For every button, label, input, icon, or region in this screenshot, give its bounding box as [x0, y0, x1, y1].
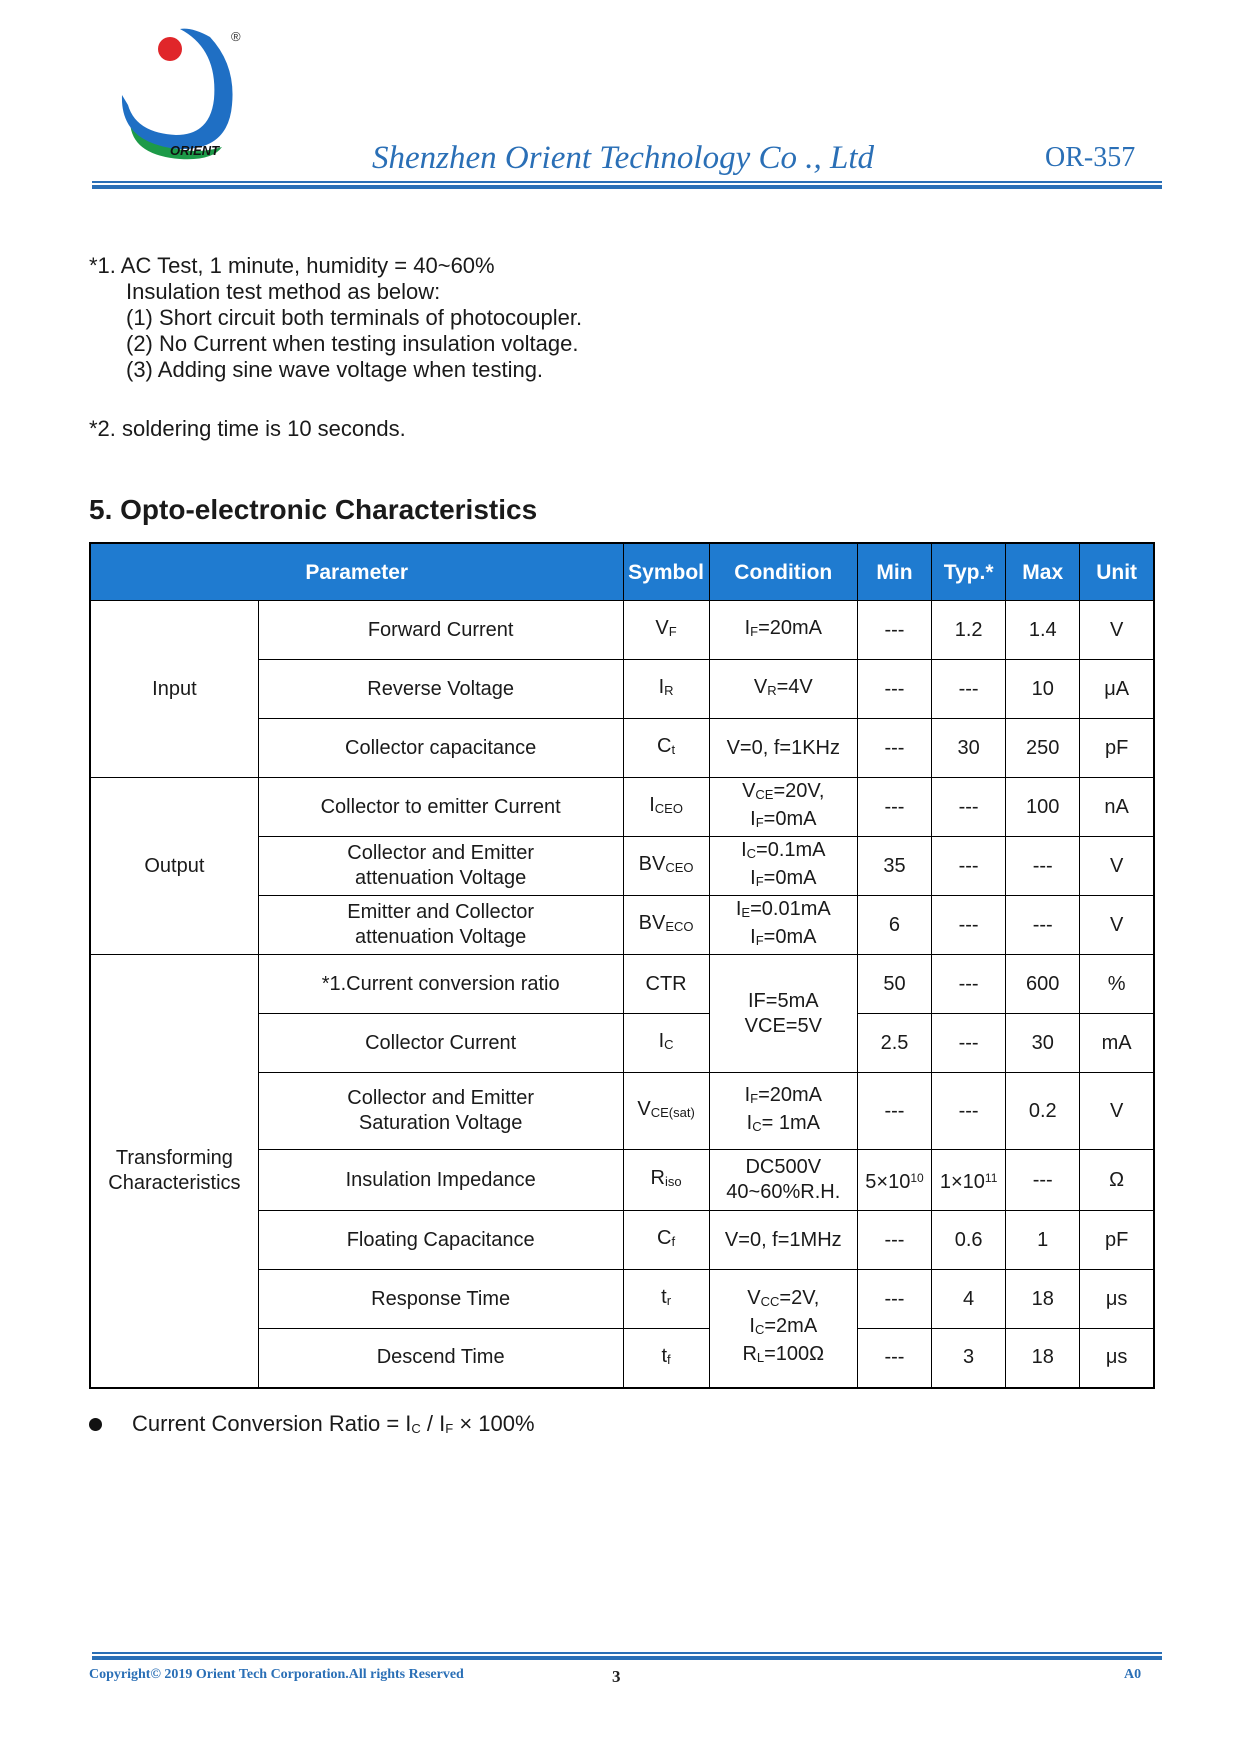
- table-row: [90, 955, 1154, 1014]
- min-cell: 6: [857, 896, 931, 955]
- min-cell: ---: [857, 601, 931, 660]
- header-parameter: Parameter: [90, 543, 623, 601]
- symbol-cell: CTR: [623, 955, 709, 1014]
- group-transforming: Transforming Characteristics: [90, 955, 258, 1388]
- footer-rule-thin: [92, 1652, 1162, 1654]
- header-max: Max: [1006, 543, 1080, 601]
- max-cell: ---: [1006, 837, 1080, 896]
- min-cell: 35: [857, 837, 931, 896]
- param-cell: Forward Current: [258, 601, 623, 660]
- min-cell: $5\times 10^{10}$: [857, 1150, 931, 1211]
- condition-cell: DC500V 40~60%R.H.: [709, 1150, 857, 1211]
- typ-cell: 0.6: [932, 1211, 1006, 1270]
- note-1-sub: Insulation test method as below:: [126, 279, 441, 304]
- param-cell: Collector and Emitter Saturation Voltage: [258, 1073, 623, 1150]
- note-2: *2. soldering time is 10 seconds.: [89, 416, 406, 441]
- unit-cell: mA: [1080, 1014, 1154, 1073]
- typ-cell: ---: [932, 837, 1006, 896]
- typ-cell: ---: [932, 896, 1006, 955]
- max-cell: 250: [1006, 719, 1080, 778]
- symbol-cell: $R_{iso}$: [623, 1150, 709, 1211]
- condition-cell: IF=5mA VCE=5V: [709, 955, 857, 1073]
- typ-cell: $1\times 10^{11}$: [932, 1150, 1006, 1211]
- symbol-cell: $V_{CE(sat)}$: [623, 1073, 709, 1150]
- max-cell: 18: [1006, 1329, 1080, 1388]
- param-cell: Reverse Voltage: [258, 660, 623, 719]
- unit-cell: nA: [1080, 778, 1154, 837]
- param-cell: Collector and Emitter attenuation Voltage: [258, 837, 623, 896]
- typ-cell: ---: [932, 1014, 1006, 1073]
- characteristics-table: [89, 542, 1155, 1389]
- group-input: Input: [90, 601, 258, 778]
- max-cell: ---: [1006, 1150, 1080, 1211]
- condition-cell: $V_{CE}=20V$, $I_F=0mA$: [709, 778, 857, 837]
- max-cell: 1: [1006, 1211, 1080, 1270]
- unit-cell: %: [1080, 955, 1154, 1014]
- unit-cell: pF: [1080, 719, 1154, 778]
- item-number: (2): [126, 331, 153, 356]
- logo-wordmark: ORIENT: [170, 143, 220, 158]
- max-cell: ---: [1006, 896, 1080, 955]
- param-cell: Descend Time: [258, 1329, 623, 1388]
- min-cell: ---: [857, 1073, 931, 1150]
- header-min: Min: [857, 543, 931, 601]
- param-cell: Emitter and Collector attenuation Voltage: [258, 896, 623, 955]
- symbol-cell: $t_f$: [623, 1329, 709, 1388]
- symbol-cell: $C_f$: [623, 1211, 709, 1270]
- param-cell: *1.Current conversion ratio: [258, 955, 623, 1014]
- unit-cell: μs: [1080, 1270, 1154, 1329]
- min-cell: ---: [857, 660, 931, 719]
- header-typ: Typ.*: [932, 543, 1006, 601]
- condition-cell: $V_R=4V$: [709, 660, 857, 719]
- max-cell: 600: [1006, 955, 1080, 1014]
- typ-cell: ---: [932, 778, 1006, 837]
- symbol-cell: $t_r$: [623, 1270, 709, 1329]
- symbol-cell: $I_R$: [623, 660, 709, 719]
- unit-cell: μs: [1080, 1329, 1154, 1388]
- max-cell: 10: [1006, 660, 1080, 719]
- typ-cell: 3: [932, 1329, 1006, 1388]
- item-text: Short circuit both terminals of photocoupler.: [159, 305, 583, 330]
- max-cell: 30: [1006, 1014, 1080, 1073]
- item-text: No Current when testing insulation voltage.: [159, 331, 579, 356]
- condition-cell: V=0, f=1KHz: [709, 719, 857, 778]
- note-1: *1. AC Test, 1 minute, humidity = 40~60%: [89, 253, 495, 278]
- unit-cell: V: [1080, 1073, 1154, 1150]
- footer-rule-thick: [92, 1656, 1162, 1660]
- footer-page-number: 3: [612, 1667, 621, 1686]
- typ-cell: 30: [932, 719, 1006, 778]
- company-name: Shenzhen Orient Technology Co ., Ltd: [372, 140, 875, 176]
- unit-cell: μA: [1080, 660, 1154, 719]
- min-cell: ---: [857, 1211, 931, 1270]
- condition-cell: $I_C=0.1mA$ $I_F=0mA$: [709, 837, 857, 896]
- min-cell: ---: [857, 719, 931, 778]
- item-number: (3): [126, 357, 153, 382]
- item-text: Adding sine wave voltage when testing.: [157, 357, 544, 382]
- table-row: [90, 778, 1154, 837]
- min-cell: 50: [857, 955, 931, 1014]
- min-cell: ---: [857, 1270, 931, 1329]
- footer-copyright: Copyright© 2019 Orient Tech Corporation.All rights Reserved: [89, 1667, 464, 1682]
- max-cell: 100: [1006, 778, 1080, 837]
- min-cell: 2.5: [857, 1014, 931, 1073]
- condition-cell: V=0, f=1MHz: [709, 1211, 857, 1270]
- header-symbol: Symbol: [623, 543, 709, 601]
- unit-cell: V: [1080, 896, 1154, 955]
- symbol-cell: $V_F$: [623, 601, 709, 660]
- min-cell: ---: [857, 778, 931, 837]
- group-output: Output: [90, 778, 258, 955]
- note-1-item: [126, 305, 582, 331]
- unit-cell: pF: [1080, 1211, 1154, 1270]
- param-cell: Collector Current: [258, 1014, 623, 1073]
- symbol-cell: $I_{CEO}$: [623, 778, 709, 837]
- header-rule-thin: [92, 181, 1162, 183]
- min-cell: ---: [857, 1329, 931, 1388]
- typ-cell: 4: [932, 1270, 1006, 1329]
- condition-cell: $I_F=20mA$: [709, 601, 857, 660]
- unit-cell: V: [1080, 601, 1154, 660]
- typ-cell: ---: [932, 955, 1006, 1014]
- header-rule-thick: [92, 185, 1162, 189]
- table-header-row: [90, 543, 1154, 601]
- ctr-formula: Current Conversion Ratio = $I_C / I_F \times 100\%$: [132, 1411, 535, 1436]
- header-unit: Unit: [1080, 543, 1154, 601]
- orient-logo: [100, 25, 260, 165]
- note-1-item: [126, 331, 578, 357]
- header-condition: Condition: [709, 543, 857, 601]
- table-row: [90, 601, 1154, 660]
- unit-cell: V: [1080, 837, 1154, 896]
- param-cell: Response Time: [258, 1270, 623, 1329]
- symbol-cell: $BV_{CEO}$: [623, 837, 709, 896]
- unit-cell: Ω: [1080, 1150, 1154, 1211]
- symbol-cell: $BV_{ECO}$: [623, 896, 709, 955]
- typ-cell: ---: [932, 660, 1006, 719]
- max-cell: 0.2: [1006, 1073, 1080, 1150]
- condition-cell: $I_E=0.01mA$ $I_F=0mA$: [709, 896, 857, 955]
- footer-revision: A0: [1124, 1667, 1142, 1682]
- bullet-icon: [89, 1418, 102, 1431]
- symbol-cell: $I_C$: [623, 1014, 709, 1073]
- typ-cell: 1.2: [932, 601, 1006, 660]
- section-title: 5. Opto-electronic Characteristics: [89, 494, 538, 525]
- note-1-item: [126, 357, 543, 383]
- param-cell: Insulation Impedance: [258, 1150, 623, 1211]
- document-number: OR-357: [1045, 142, 1136, 173]
- max-cell: 18: [1006, 1270, 1080, 1329]
- condition-cell: $V_{CC}=2V$, $I_C=2mA$ $R_L=100\Omega$: [709, 1270, 857, 1388]
- item-number: (1): [126, 305, 153, 330]
- param-cell: Collector to emitter Current: [258, 778, 623, 837]
- registered-mark: ®: [231, 29, 241, 44]
- symbol-cell: $C_t$: [623, 719, 709, 778]
- max-cell: 1.4: [1006, 601, 1080, 660]
- condition-cell: $I_F=20mA$ $I_C= 1mA$: [709, 1073, 857, 1150]
- typ-cell: ---: [932, 1073, 1006, 1150]
- param-cell: Floating Capacitance: [258, 1211, 623, 1270]
- param-cell: Collector capacitance: [258, 719, 623, 778]
